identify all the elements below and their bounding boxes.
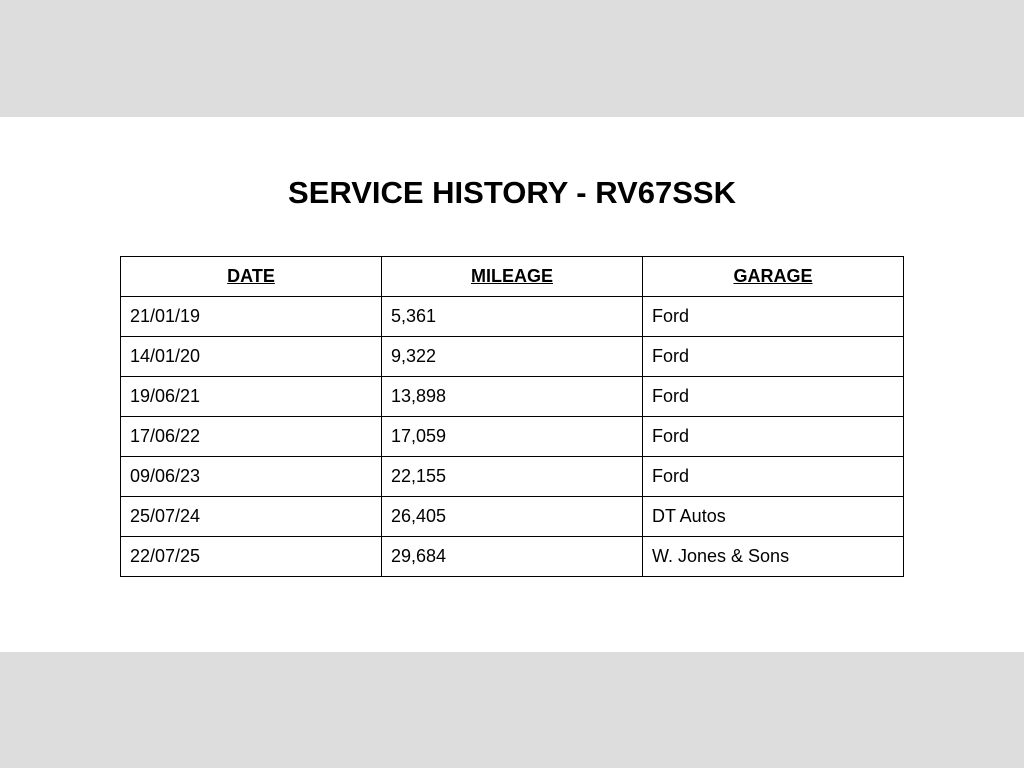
column-header-mileage: MILEAGE — [382, 257, 643, 297]
cell-date: 21/01/19 — [121, 297, 382, 337]
cell-garage: Ford — [643, 297, 904, 337]
cell-garage: Ford — [643, 337, 904, 377]
page-title: SERVICE HISTORY - RV67SSK — [288, 175, 736, 210]
cell-date: 09/06/23 — [121, 457, 382, 497]
cell-date: 17/06/22 — [121, 417, 382, 457]
table-header-row — [121, 257, 904, 297]
table-row — [121, 337, 904, 377]
column-header-date: DATE — [121, 257, 382, 297]
cell-garage: Ford — [643, 417, 904, 457]
column-header-garage: GARAGE — [643, 257, 904, 297]
table-row — [121, 377, 904, 417]
cell-date: 14/01/20 — [121, 337, 382, 377]
cell-garage: Ford — [643, 457, 904, 497]
cell-mileage: 17,059 — [382, 417, 643, 457]
cell-mileage: 22,155 — [382, 457, 643, 497]
cell-date: 25/07/24 — [121, 497, 382, 537]
cell-date: 19/06/21 — [121, 377, 382, 417]
cell-garage: DT Autos — [643, 497, 904, 537]
table-row — [121, 537, 904, 577]
cell-mileage: 9,322 — [382, 337, 643, 377]
cell-garage: Ford — [643, 377, 904, 417]
top-background-band — [0, 0, 1024, 117]
table-row — [121, 457, 904, 497]
cell-garage: W. Jones & Sons — [643, 537, 904, 577]
table-row — [121, 297, 904, 337]
cell-mileage: 26,405 — [382, 497, 643, 537]
service-history-table — [120, 256, 904, 577]
bottom-background-band — [0, 652, 1024, 768]
table-row — [121, 497, 904, 537]
cell-mileage: 5,361 — [382, 297, 643, 337]
cell-date: 22/07/25 — [121, 537, 382, 577]
cell-mileage: 29,684 — [382, 537, 643, 577]
cell-mileage: 13,898 — [382, 377, 643, 417]
table-row — [121, 417, 904, 457]
document-page — [0, 117, 1024, 652]
